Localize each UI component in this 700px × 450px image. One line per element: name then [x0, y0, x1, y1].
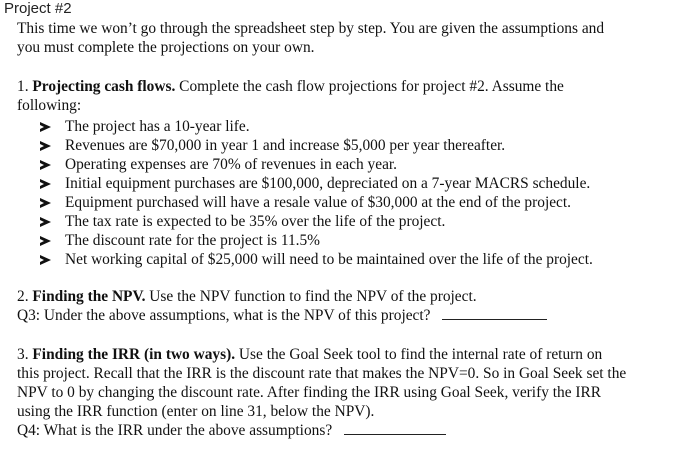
section-1-line-2: following:	[17, 97, 82, 114]
list-item	[40, 250, 690, 269]
section-3-line-3: NPV to 0 by changing the discount rate. After finding the IRR using Goal Seek, verify the IRR	[17, 384, 602, 401]
section-2-paragraph	[17, 287, 697, 325]
arrow-bullet-icon	[40, 122, 51, 132]
intro-line-2: you must complete the projections on your own.	[17, 39, 315, 56]
arrow-bullet-icon	[40, 217, 51, 227]
arrow-bullet-icon	[40, 141, 51, 151]
intro-paragraph	[17, 19, 697, 57]
list-item	[40, 212, 690, 231]
arrow-bullet-icon	[40, 160, 51, 170]
arrow-bullet-icon	[40, 236, 51, 246]
list-item	[40, 117, 690, 136]
section-3-paragraph	[17, 345, 697, 440]
list-item-text: The discount rate for the project is 11.5%	[65, 232, 321, 249]
section-3-line-4: using the IRR function (enter on line 31, below the NPV).	[17, 403, 375, 420]
section-1-number: 1.	[17, 78, 29, 95]
question-q4	[17, 421, 697, 440]
arrow-bullet-icon	[40, 179, 51, 189]
arrow-bullet-icon	[40, 198, 51, 208]
list-item-text: Net working capital of $25,000 will need to be maintained over the life of the project.	[65, 251, 593, 268]
section-1-paragraph	[17, 77, 697, 115]
list-item-text: Revenues are $70,000 in year 1 and increase $5,000 per year thereafter.	[65, 137, 506, 154]
list-item	[40, 193, 690, 212]
list-item-text: Operating expenses are 70% of revenues in each year.	[65, 156, 398, 173]
list-item-text: The tax rate is expected to be 35% over the life of the project.	[65, 213, 446, 230]
q4-answer-blank	[344, 421, 446, 435]
section-3-number: 3.	[17, 346, 29, 363]
section-1-line-1-text: Complete the cash flow projections for project #2. Assume the	[175, 78, 564, 95]
section-2-number: 2.	[17, 288, 29, 305]
section-3-line-1	[17, 345, 697, 364]
section-3-line-1-text: Use the Goal Seek tool to find the internal rate of return on	[235, 346, 603, 363]
section-1-line-1	[17, 77, 697, 96]
list-item-text: Equipment purchased will have a resale value of $30,000 at the end of the project.	[65, 194, 572, 211]
section-2-line-1	[17, 287, 697, 306]
page-title: Project #2	[4, 0, 72, 17]
list-item-text: The project has a 10-year life.	[65, 118, 250, 135]
list-item-text: Initial equipment purchases are $100,000, depreciated on a 7-year MACRS schedule.	[65, 175, 591, 192]
intro-line-1: This time we won’t go through the spreadsheet step by step. You are given the assumptions and	[17, 20, 605, 37]
list-item	[40, 136, 690, 155]
list-item	[40, 174, 690, 193]
list-item	[40, 231, 690, 250]
list-item	[40, 155, 690, 174]
question-q4-text: Q4: What is the IRR under the above assumptions?	[17, 422, 333, 439]
arrow-bullet-icon	[40, 255, 51, 265]
section-2-heading: Finding the NPV.	[32, 288, 146, 305]
section-2-line-1-text: Use the NPV function to find the NPV of the project.	[145, 288, 477, 305]
section-3-heading: Finding the IRR (in two ways).	[32, 346, 236, 363]
section-3-line-2: this project. Recall that the IRR is the discount rate that makes the NPV=0. So in Goal Seek set the	[17, 365, 627, 382]
q3-answer-blank	[442, 306, 547, 320]
section-1-heading: Projecting cash flows.	[32, 78, 176, 95]
question-q3-text: Q3: Under the above assumptions, what is the NPV of this project?	[17, 307, 431, 324]
assumptions-list	[40, 117, 690, 269]
question-q3	[17, 306, 697, 325]
